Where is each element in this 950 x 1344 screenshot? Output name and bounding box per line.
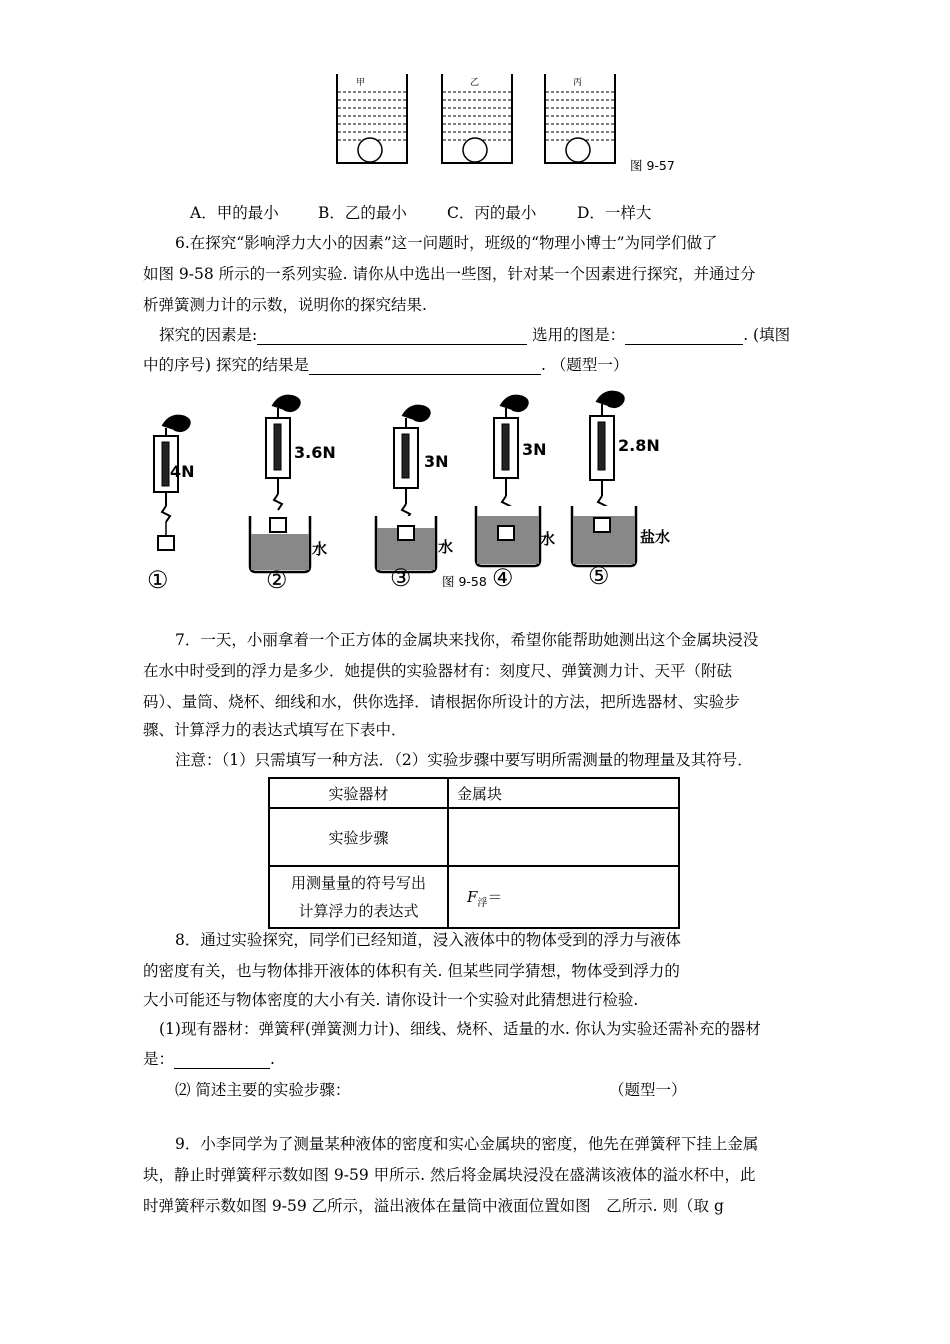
option-d: D．一样大 bbox=[577, 204, 652, 222]
factor-blank[interactable] bbox=[257, 328, 527, 345]
q7-line3: 码）、量筒、烧杯、细线和水，供你选择．请根据你所设计的方法，把所选器材、实验步 bbox=[143, 693, 740, 711]
result-label: 中的序号) 探究的结果是 bbox=[143, 356, 309, 374]
table-cell-equipment-label: 实验器材 bbox=[269, 778, 448, 808]
liquid-3: 水 bbox=[438, 538, 454, 556]
reading-2: 3.6N bbox=[294, 443, 336, 462]
option-a: A．甲的最小 bbox=[190, 204, 279, 222]
formula-sub: 浮 bbox=[477, 897, 488, 909]
q6-line1: 6.在探究“影响浮力大小的因素”这一问题时，班级的“物理小博士”为同学们做了 bbox=[175, 234, 718, 252]
liquid-2: 水 bbox=[312, 540, 328, 558]
equipment-blank[interactable] bbox=[174, 1052, 270, 1069]
spring-scale-3 bbox=[376, 405, 436, 572]
container-jia bbox=[337, 74, 407, 163]
option-b: B．乙的最小 bbox=[318, 204, 407, 222]
q7-line2: 在水中时受到的浮力是多少．她提供的实验器材有：刻度尺、弹簧测力计、天平（附砝 bbox=[143, 662, 733, 680]
spring-scale-4 bbox=[476, 395, 540, 566]
q6-line4 bbox=[159, 325, 790, 345]
table-cell-equipment-value[interactable]: 金属块 bbox=[448, 778, 679, 808]
formula-eq: ＝ bbox=[487, 887, 503, 906]
q8-line5 bbox=[143, 1049, 275, 1069]
label-yi: 乙 bbox=[470, 78, 480, 88]
formula-label-line1: 用测量量的符号写出 bbox=[290, 874, 426, 892]
reading-4: 3N bbox=[522, 440, 547, 459]
figure-9-57 bbox=[330, 70, 680, 175]
q8-line1: 8．通过实验探究，同学们已经知道，浸入液体中的物体受到的浮力与液体 bbox=[175, 931, 681, 949]
table-cell-formula-value[interactable] bbox=[448, 866, 679, 928]
table-cell-steps-label: 实验步骤 bbox=[269, 808, 448, 866]
factor-label: 探究的因素是: bbox=[159, 326, 258, 344]
caption-9-58: 图 9-58 bbox=[442, 574, 487, 589]
q9-line1: 9．小李同学为了测量某种液体的密度和实心金属块的密度，他先在弹簧秤下挂上金属 bbox=[175, 1135, 759, 1153]
q6-tag: . （题型一） bbox=[540, 356, 629, 374]
experiment-table bbox=[268, 777, 680, 929]
figs-blank[interactable] bbox=[625, 328, 743, 345]
figs-label: 选用的图是： bbox=[532, 326, 626, 344]
fig-num-2: ② bbox=[266, 566, 288, 594]
spring-scale-5 bbox=[572, 391, 636, 566]
spring-scale-1 bbox=[154, 415, 190, 550]
q8-line4: (1)现有器材：弹簧秤(弹簧测力计)、细线、烧杯、适量的水. 你认为实验还需补充的器材 bbox=[159, 1020, 761, 1038]
formula-label-line2: 计算浮力的表达式 bbox=[298, 902, 419, 920]
spring-scale-2 bbox=[250, 395, 310, 572]
q7-line4: 骤、计算浮力的表达式填写在下表中． bbox=[143, 721, 407, 739]
q8-line3: 大小可能还与物体密度的大小有关. 请你设计一个实验对此猜想进行检验. bbox=[143, 991, 639, 1009]
reading-3: 3N bbox=[424, 452, 449, 471]
liquid-5: 盐水 bbox=[640, 528, 671, 546]
fig-num-1: ① bbox=[147, 566, 169, 594]
fill-tail: . (填图 bbox=[743, 326, 791, 344]
formula-f: F bbox=[467, 887, 478, 906]
table-cell-steps-value[interactable] bbox=[448, 808, 679, 866]
q8-line6: ⑵ 简述主要的实验步骤： bbox=[175, 1081, 351, 1099]
figure-9-58 bbox=[140, 388, 700, 598]
q8-line2: 的密度有关，也与物体排开液体的体积有关. 但某些同学猜想，物体受到浮力的 bbox=[143, 962, 680, 980]
q9-line3: 时弹簧秤示数如图 9-59 乙所示，溢出液体在量筒中液面位置如图 乙所示. 则（取 g bbox=[143, 1197, 724, 1215]
q9-line2: 块，静止时弹簧秤示数如图 9-59 甲所示. 然后将金属块浸没在盛满该液体的溢水杯中，此 bbox=[143, 1166, 756, 1184]
reading-5: 2.8N bbox=[618, 436, 660, 455]
fig-num-5: ⑤ bbox=[588, 562, 610, 590]
option-c: C．丙的最小 bbox=[447, 204, 537, 222]
q6-line5 bbox=[143, 355, 628, 375]
q8-tag: （题型一） bbox=[609, 1081, 687, 1099]
fig-num-4: ④ bbox=[492, 564, 514, 592]
q6-line3: 析弹簧测力计的示数，说明你的探究结果. bbox=[143, 296, 427, 314]
q6-line2: 如图 9-58 所示的一系列实验. 请你从中选出一些图，针对某一个因素进行探究，并通过分 bbox=[143, 265, 756, 283]
reading-1: 4N bbox=[170, 462, 195, 481]
q7-note: 注意：（1）只需填写一种方法．（2）实验步骤中要写明所需测量的物理量及其符号． bbox=[175, 751, 753, 769]
result-blank[interactable] bbox=[309, 358, 541, 375]
liquid-4: 水 bbox=[540, 530, 556, 548]
table-cell-formula-label bbox=[269, 866, 448, 928]
fig-num-3: ③ bbox=[390, 564, 412, 592]
q8-line5-end: . bbox=[270, 1050, 275, 1068]
caption-9-57: 图 9-57 bbox=[630, 158, 675, 173]
label-bing: 丙 bbox=[573, 78, 583, 88]
q8-line5-label: 是： bbox=[143, 1050, 175, 1068]
label-jia: 甲 bbox=[356, 78, 366, 88]
q7-line1: 7．一天，小丽拿着一个正方体的金属块来找你，希望你能帮助她测出这个金属块浸没 bbox=[175, 631, 759, 649]
